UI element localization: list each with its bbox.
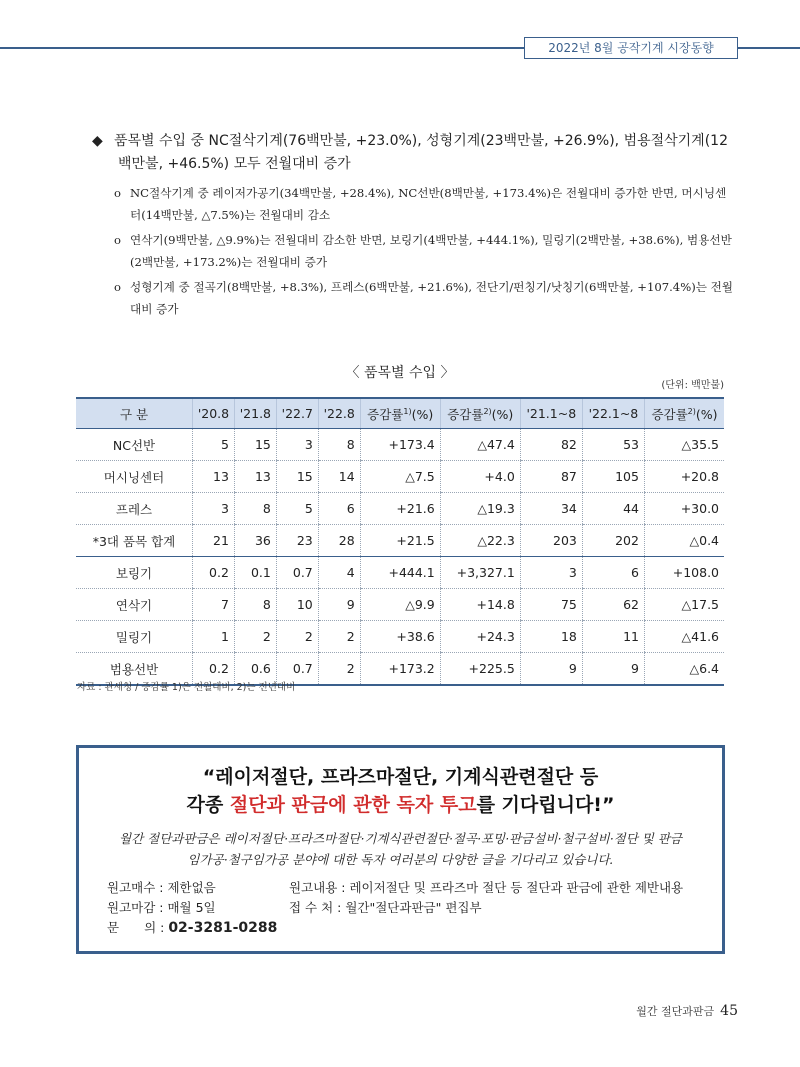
diamond-bullet-icon: ◆ (92, 133, 103, 149)
circle-bullet-icon: o (114, 280, 121, 294)
magazine-name: 월간 절단과판금 (636, 1005, 715, 1018)
table-cell: +173.4 (360, 429, 440, 461)
sub-bullet-list (112, 182, 734, 323)
table-cell: 13 (193, 461, 235, 493)
table-source: 자료 : 관세청 / 증감률 1)은 전월대비, 2)는 전년대비 (77, 682, 296, 693)
circle-bullet-icon: o (114, 233, 121, 247)
table-cell: 8 (234, 589, 276, 621)
contact-phone: 02-3281-0288 (168, 920, 278, 936)
table-cell: 15 (276, 461, 318, 493)
sub-bullet-text: NC절삭기계 중 레이저가공기(34백만불, +28.4%), NC선반(8백만불, +173.4%)은 전월대비 증가한 반면, 머시닝센터(14백만불, △7.5%)는 전월대비 감소 (130, 186, 727, 222)
table-cell: +30.0 (644, 493, 724, 525)
table-cell: 82 (520, 429, 582, 461)
table-cell: 18 (520, 621, 582, 653)
table-cell: 15 (234, 429, 276, 461)
table-cell: △19.3 (440, 493, 520, 525)
table-row (76, 525, 724, 557)
page-footer (636, 1003, 738, 1019)
table-cell: △22.3 (440, 525, 520, 557)
import-table (76, 397, 724, 686)
row-label: 프레스 (76, 493, 193, 525)
table-cell: +21.5 (360, 525, 440, 557)
table-cell: 0.2 (193, 653, 235, 686)
table-title: 〈 품목별 수입 〉 (345, 365, 455, 381)
table-cell: △6.4 (644, 653, 724, 686)
table-cell: 3 (276, 429, 318, 461)
notice-headline-2: 각종 절단과 판금에 관한 독자 투고를 기다립니다!” (186, 794, 615, 816)
table-cell: 0.1 (234, 557, 276, 589)
table-row (76, 493, 724, 525)
row-label: 보링기 (76, 557, 193, 589)
table-cell: +24.3 (440, 621, 520, 653)
notice-description: 월간 절단과판금은 레이저절단·프라즈마절단·기계식관련절단·절곡·포밍·판금설비·철구설비·절단 및 판금 임가공·철구임가공 분야에 대한 독자 여러분의 다양한 글을 기다리고 있습니다. (119, 831, 682, 867)
table-cell: 2 (318, 621, 360, 653)
table-cell: 5 (193, 429, 235, 461)
row-label: NC선반 (76, 429, 193, 461)
table-cell: 2 (318, 653, 360, 686)
table-cell: +20.8 (644, 461, 724, 493)
sub-bullet-text: 성형기계 중 절곡기(8백만불, +8.3%), 프레스(6백만불, +21.6%), 전단기/펀칭기/낫칭기(6백만불, +107.4%)는 전월대비 증가 (130, 280, 734, 316)
table-cell: 1 (193, 621, 235, 653)
table-cell: 5 (276, 493, 318, 525)
main-bullet-text: 품목별 수입 중 NC절삭기계(76백만불, +23.0%), 성형기계(23백만불, +26.9%), 범용절삭기계(12백만불, +46.5%) 모두 전월대비 증가 (114, 133, 728, 172)
table-cell: 53 (582, 429, 644, 461)
table-cell: △47.4 (440, 429, 520, 461)
header-cell: '20.8 (193, 398, 235, 429)
row-label: 범용선반 (76, 653, 193, 686)
table-cell: 6 (318, 493, 360, 525)
table-cell: 8 (318, 429, 360, 461)
table-cell: 36 (234, 525, 276, 557)
table-cell: 202 (582, 525, 644, 557)
header-cell: 증감률$^{2)}$(%) (644, 398, 724, 429)
contact-line: 문 의 : 02-3281-0288 (107, 920, 278, 936)
table-header-row (76, 398, 724, 429)
table-cell: 7 (193, 589, 235, 621)
notice-info-right (289, 878, 683, 918)
info-line: 원고마감 : 매월 5일 (107, 900, 216, 915)
circle-bullet-icon: o (114, 186, 121, 200)
table-cell: 0.2 (193, 557, 235, 589)
table-cell: △9.9 (360, 589, 440, 621)
table-cell: +38.6 (360, 621, 440, 653)
table-cell: +225.5 (440, 653, 520, 686)
table-cell: △7.5 (360, 461, 440, 493)
header-cell: '22.1~8 (582, 398, 644, 429)
table-cell: 9 (582, 653, 644, 686)
table-cell: 9 (520, 653, 582, 686)
row-label: *3대 품목 합계 (76, 525, 193, 557)
table-cell: 0.6 (234, 653, 276, 686)
table-cell: △41.6 (644, 621, 724, 653)
header-cell: 증감률$^{1)}$(%) (360, 398, 440, 429)
table-cell: +444.1 (360, 557, 440, 589)
table-cell: +14.8 (440, 589, 520, 621)
sub-bullet (112, 276, 734, 320)
table-cell: +3,327.1 (440, 557, 520, 589)
table-row (76, 557, 724, 589)
header-cell: '21.8 (234, 398, 276, 429)
table-cell: 87 (520, 461, 582, 493)
table-cell: 3 (520, 557, 582, 589)
table-cell: 8 (234, 493, 276, 525)
header-cell: '22.7 (276, 398, 318, 429)
header-cell: '21.1~8 (520, 398, 582, 429)
table-cell: 3 (193, 493, 235, 525)
table-cell: 23 (276, 525, 318, 557)
table-cell: 62 (582, 589, 644, 621)
header-cell: 구 분 (76, 398, 193, 429)
sub-bullet (112, 182, 734, 226)
notice-info-left (107, 878, 277, 938)
main-bullet (92, 130, 732, 176)
table-row (76, 461, 724, 493)
table-row (76, 621, 724, 653)
table-cell: +21.6 (360, 493, 440, 525)
page-number: 45 (720, 1003, 738, 1019)
info-line: 원고매수 : 제한없음 (107, 880, 216, 895)
table-cell: +108.0 (644, 557, 724, 589)
table-cell: 203 (520, 525, 582, 557)
row-label: 머시닝센터 (76, 461, 193, 493)
table-cell: 9 (318, 589, 360, 621)
table-cell: 6 (582, 557, 644, 589)
table-row (76, 429, 724, 461)
table-cell: 11 (582, 621, 644, 653)
table-cell: △35.5 (644, 429, 724, 461)
table-cell: +173.2 (360, 653, 440, 686)
table-cell: 2 (234, 621, 276, 653)
info-line: 접 수 처 : 월간"절단과판금" 편집부 (289, 900, 482, 915)
table-cell: 0.7 (276, 557, 318, 589)
notice-highlight: 절단과 판금에 관한 독자 투고 (229, 794, 477, 816)
table-cell: 13 (234, 461, 276, 493)
row-label: 밀링기 (76, 621, 193, 653)
row-label: 연삭기 (76, 589, 193, 621)
table-cell: 21 (193, 525, 235, 557)
table-cell: 0.7 (276, 653, 318, 686)
header-title: 2022년 8월 공작기계 시장동향 (524, 37, 738, 59)
table-cell: △17.5 (644, 589, 724, 621)
table-unit: (단위: 백만불) (661, 380, 724, 391)
header-cell: 증감률$^{2)}$(%) (440, 398, 520, 429)
table-cell: 28 (318, 525, 360, 557)
sub-bullet (112, 229, 734, 273)
notice-headline: “레이저절단, 프라즈마절단, 기계식관련절단 등 (202, 766, 599, 788)
table-cell: 105 (582, 461, 644, 493)
table-cell: 44 (582, 493, 644, 525)
table-cell: 14 (318, 461, 360, 493)
sub-bullet-text: 연삭기(9백만불, △9.9%)는 전월대비 감소한 반면, 보링기(4백만불, +444.1%), 밀링기(2백만불, +38.6%), 범용선반(2백만불, +173.2%)는 전월대비 증가 (130, 233, 732, 269)
info-line: 원고내용 : 레이저절단 및 프라즈마 절단 등 절단과 판금에 관한 제반내용 (289, 880, 684, 895)
table-cell: 75 (520, 589, 582, 621)
table-row (76, 589, 724, 621)
table-cell: 10 (276, 589, 318, 621)
table-cell: +4.0 (440, 461, 520, 493)
table-cell: 34 (520, 493, 582, 525)
table-cell: △0.4 (644, 525, 724, 557)
table-cell: 2 (276, 621, 318, 653)
contribution-notice (76, 745, 725, 954)
header-cell: '22.8 (318, 398, 360, 429)
table-cell: 4 (318, 557, 360, 589)
